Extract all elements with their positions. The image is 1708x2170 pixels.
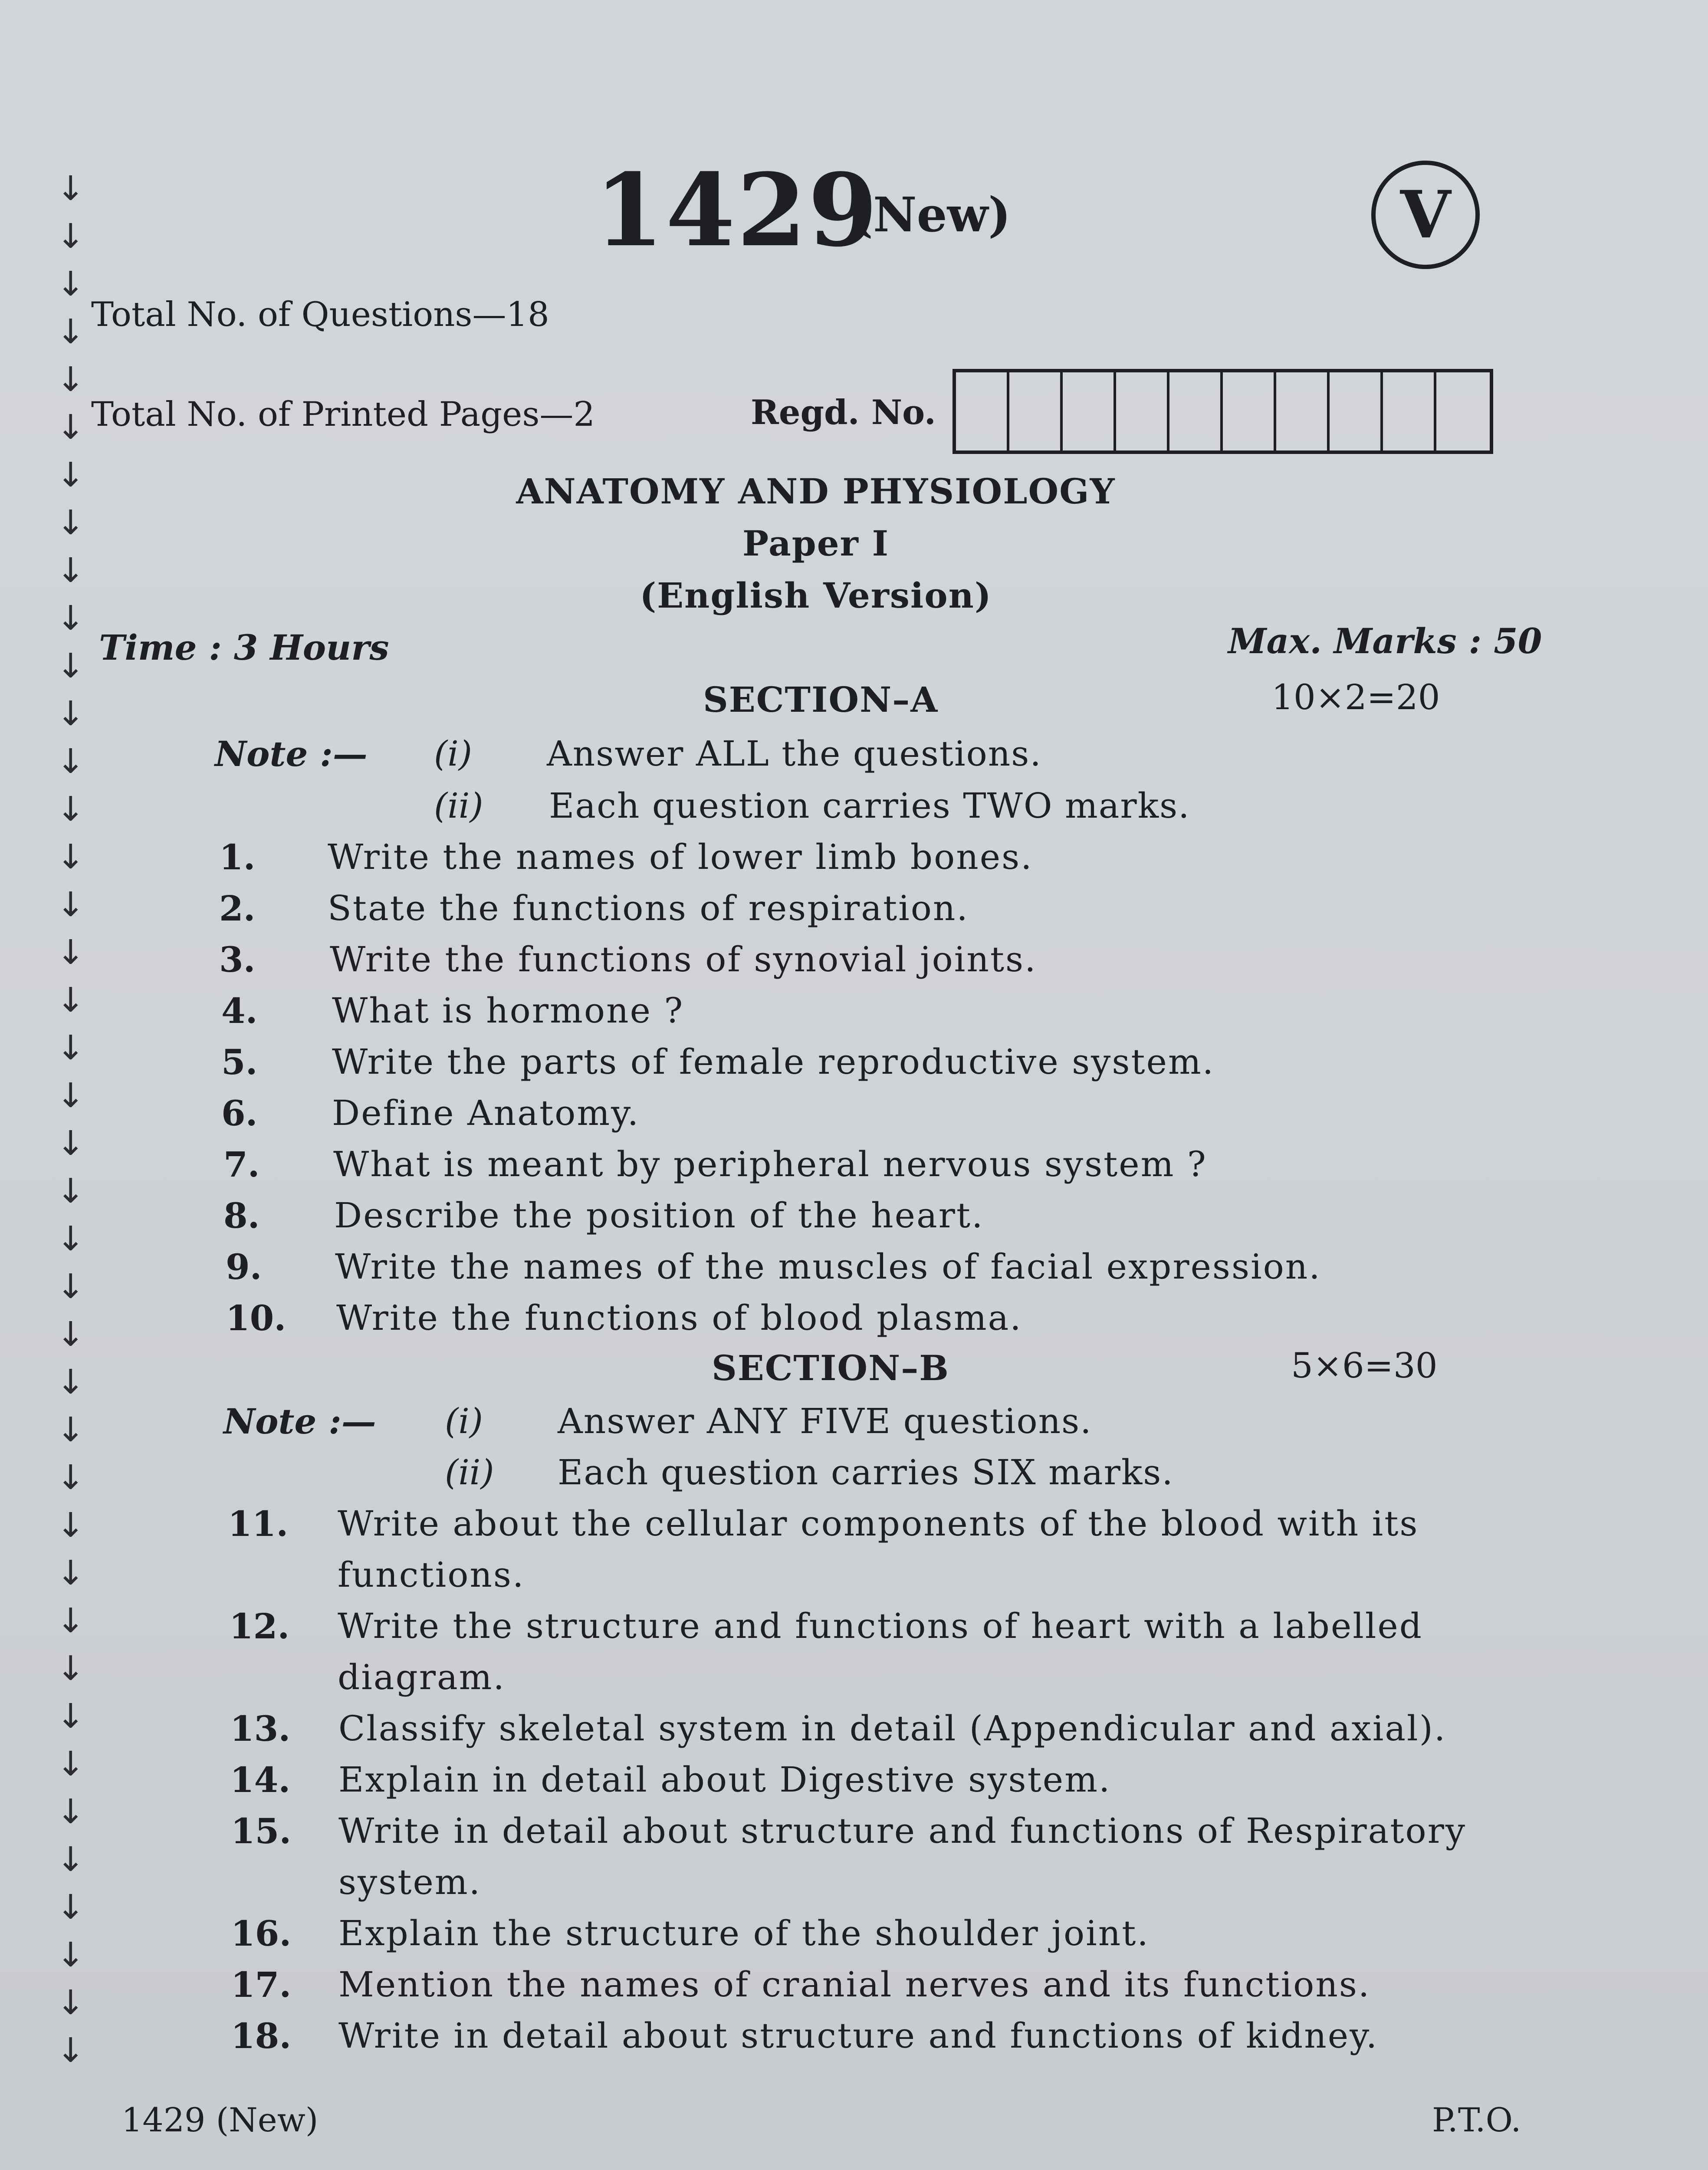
question-number: 18.: [231, 2015, 292, 2056]
question-number: 8.: [223, 1195, 260, 1236]
section-a-note-num: (i): [434, 733, 473, 774]
down-arrow-icon: ↓: [56, 408, 85, 447]
question-number: 10.: [226, 1298, 286, 1338]
down-arrow-icon: ↓: [56, 694, 85, 733]
down-arrow-icon: ↓: [56, 599, 85, 638]
section-b-note-num: (ii): [445, 1452, 494, 1493]
down-arrow-icon: ↓: [56, 981, 85, 1020]
down-arrow-icon: ↓: [56, 1601, 85, 1641]
down-arrow-icon: ↓: [56, 1840, 85, 1879]
regd-box[interactable]: [1063, 372, 1116, 450]
down-arrow-icon: ↓: [56, 885, 85, 924]
question-text: What is hormone ?: [332, 990, 684, 1031]
section-b-marks: 5×6=30: [1291, 1345, 1438, 1386]
question-text: Write in detail about structure and functions of Respiratory: [338, 1811, 1467, 1851]
regd-number-boxes[interactable]: [953, 369, 1493, 454]
down-arrow-icon: ↓: [56, 647, 85, 686]
down-arrow-icon: ↓: [56, 551, 85, 590]
down-arrow-icon: ↓: [56, 1506, 85, 1545]
section-a-note-text: Answer ALL the questions.: [547, 733, 1042, 774]
paper-version: (New): [851, 187, 1011, 243]
down-arrow-icon: ↓: [56, 2031, 85, 2070]
down-arrow-icon: ↓: [56, 933, 85, 972]
section-a-title: SECTION–A: [703, 679, 939, 720]
down-arrow-icon: ↓: [56, 503, 85, 542]
down-arrow-icon: ↓: [56, 1697, 85, 1736]
regd-box[interactable]: [1116, 372, 1169, 450]
question-text-continued: system.: [338, 1862, 482, 1902]
regd-box[interactable]: [1383, 372, 1436, 450]
question-number: 7.: [223, 1144, 260, 1185]
down-arrow-icon: ↓: [56, 1458, 85, 1497]
question-number: 9.: [226, 1246, 262, 1287]
down-arrow-icon: ↓: [56, 360, 85, 399]
question-number: 15.: [231, 1811, 292, 1851]
section-b-title: SECTION–B: [712, 1348, 949, 1388]
question-text: Write the parts of female reproductive system.: [332, 1042, 1215, 1082]
max-marks: Max. Marks : 50: [1228, 621, 1542, 661]
question-text: Define Anatomy.: [332, 1093, 640, 1133]
question-number: 3.: [219, 939, 256, 980]
section-b-note-num: (i): [445, 1401, 483, 1441]
question-text-continued: diagram.: [338, 1657, 506, 1697]
question-number: 6.: [221, 1093, 258, 1134]
footer-pto: P.T.O.: [1432, 2101, 1521, 2139]
question-number: 5.: [221, 1042, 258, 1082]
question-text: Write in detail about structure and functions of kidney.: [338, 2015, 1379, 2056]
down-arrow-icon: ↓: [56, 790, 85, 829]
down-arrow-icon: ↓: [56, 1410, 85, 1450]
down-arrow-icon: ↓: [56, 1936, 85, 1975]
question-number: 16.: [231, 1913, 292, 1954]
total-questions: Total No. of Questions—18: [91, 295, 549, 334]
down-arrow-icon: ↓: [56, 1649, 85, 1688]
question-number: 17.: [231, 1964, 292, 2005]
question-text: Write the names of lower limb bones.: [328, 837, 1033, 877]
question-text: Describe the position of the heart.: [334, 1195, 984, 1236]
regd-box[interactable]: [1436, 372, 1490, 450]
down-arrow-icon: ↓: [56, 1983, 85, 2022]
question-text: Write the functions of blood plasma.: [336, 1298, 1022, 1338]
question-text: Write the functions of synovial joints.: [330, 939, 1037, 980]
language-version: (English Version): [640, 575, 992, 616]
section-a-marks: 10×2=20: [1271, 677, 1440, 717]
question-number: 1.: [219, 837, 256, 878]
down-arrow-icon: ↓: [56, 1315, 85, 1354]
question-text: Classify skeletal system in detail (Appendicular and axial).: [338, 1708, 1447, 1749]
section-a-note-num: (ii): [434, 786, 483, 826]
question-text: Explain in detail about Digestive system.: [338, 1759, 1111, 1800]
question-text: What is meant by peripheral nervous system ?: [333, 1144, 1207, 1184]
section-a-note-label: Note :—: [215, 733, 368, 774]
footer-code: 1429 (New): [122, 2101, 319, 2139]
question-text: Write the structure and functions of heart with a labelled: [338, 1606, 1423, 1646]
down-arrow-icon: ↓: [56, 265, 85, 304]
regd-box[interactable]: [1223, 372, 1276, 450]
section-a-note-text: Each question carries TWO marks.: [549, 786, 1190, 826]
down-arrow-icon: ↓: [56, 1363, 85, 1402]
regd-box[interactable]: [1009, 372, 1063, 450]
down-arrow-icon: ↓: [56, 1554, 85, 1593]
question-number: 2.: [219, 888, 256, 929]
margin-arrows: [56, 165, 108, 2075]
regd-box[interactable]: [956, 372, 1009, 450]
question-text: Mention the names of cranial nerves and its functions.: [338, 1964, 1371, 2005]
question-text: State the functions of respiration.: [328, 888, 969, 928]
question-number: 12.: [229, 1606, 290, 1647]
section-b-note-label: Note :—: [223, 1401, 376, 1442]
time-allowed: Time : 3 Hours: [99, 627, 389, 668]
down-arrow-icon: ↓: [56, 742, 85, 781]
down-arrow-icon: ↓: [56, 1745, 85, 1784]
down-arrow-icon: ↓: [56, 1888, 85, 1927]
subject-title: ANATOMY AND PHYSIOLOGY: [516, 471, 1116, 512]
paper-code: 1429: [595, 152, 880, 269]
down-arrow-icon: ↓: [56, 1076, 85, 1115]
question-number: 11.: [228, 1503, 289, 1544]
question-number: 14.: [230, 1759, 291, 1800]
down-arrow-icon: ↓: [56, 312, 85, 352]
down-arrow-icon: ↓: [56, 1124, 85, 1163]
down-arrow-icon: ↓: [56, 456, 85, 495]
section-b-note-text: Each question carries SIX marks.: [558, 1452, 1174, 1493]
question-number: 13.: [230, 1708, 291, 1749]
down-arrow-icon: ↓: [56, 1792, 85, 1831]
down-arrow-icon: ↓: [56, 1267, 85, 1306]
down-arrow-icon: ↓: [56, 1220, 85, 1259]
down-arrow-icon: ↓: [56, 169, 85, 208]
version-badge: V: [1371, 161, 1480, 269]
down-arrow-icon: ↓: [56, 1172, 85, 1211]
paper-number: Paper I: [742, 523, 890, 564]
question-text: Explain the structure of the shoulder joint.: [338, 1913, 1150, 1953]
down-arrow-icon: ↓: [56, 217, 85, 256]
total-pages: Total No. of Printed Pages—2: [91, 395, 595, 434]
down-arrow-icon: ↓: [56, 838, 85, 877]
regd-box[interactable]: [1276, 372, 1330, 450]
down-arrow-icon: ↓: [56, 1029, 85, 1068]
question-number: 4.: [221, 990, 258, 1031]
regd-box[interactable]: [1330, 372, 1383, 450]
regd-box[interactable]: [1169, 372, 1223, 450]
question-text: Write about the cellular components of the blood with its: [338, 1503, 1419, 1544]
question-text: Write the names of the muscles of facial expression.: [335, 1246, 1321, 1287]
regd-label: Regd. No.: [751, 393, 936, 432]
question-text-continued: functions.: [338, 1555, 525, 1595]
section-b-note-text: Answer ANY FIVE questions.: [558, 1401, 1092, 1441]
